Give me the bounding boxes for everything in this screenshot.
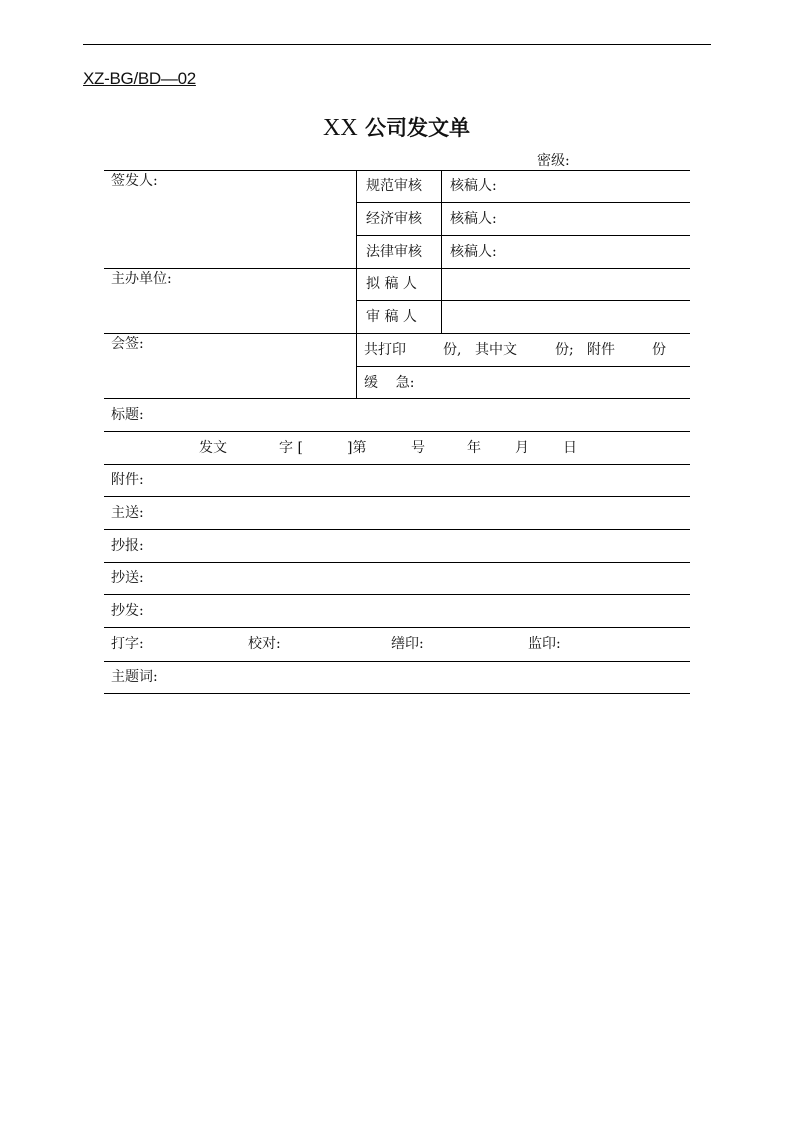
review-checker-label: 核稿人: bbox=[450, 178, 497, 194]
table-rule bbox=[356, 202, 690, 203]
review-checker-label: 核稿人: bbox=[450, 244, 497, 260]
print-label: 缮印: bbox=[391, 636, 424, 652]
review-checker-label: 核稿人: bbox=[450, 211, 497, 227]
doc-number-no: 号 bbox=[411, 440, 425, 456]
attachments-label: 附件: bbox=[111, 472, 144, 488]
header-rule bbox=[83, 44, 711, 45]
doc-number-char: 字 [ bbox=[279, 440, 303, 456]
table-rule bbox=[104, 627, 690, 628]
table-rule bbox=[104, 594, 690, 595]
host-unit-label: 主办单位: bbox=[111, 271, 172, 287]
table-rule bbox=[104, 431, 690, 432]
table-divider bbox=[356, 170, 357, 398]
table-rule bbox=[104, 268, 690, 269]
table-rule bbox=[104, 464, 690, 465]
subject-label: 标题: bbox=[111, 407, 144, 423]
table-divider bbox=[441, 170, 442, 333]
countersign-label: 会签: bbox=[111, 336, 144, 352]
secret-level-label: 密级: bbox=[537, 153, 570, 169]
copies-unit: 份, bbox=[443, 342, 462, 358]
title-text: 公司发文单 bbox=[364, 116, 470, 140]
copies-chinese-label: 其中文 bbox=[475, 342, 517, 358]
table-rule bbox=[104, 562, 690, 563]
table-rule bbox=[104, 333, 690, 334]
table-rule bbox=[104, 170, 690, 171]
main-recipient-label: 主送: bbox=[111, 505, 144, 521]
page-title bbox=[0, 112, 793, 142]
supervise-label: 监印: bbox=[528, 636, 561, 652]
doc-date-year: 年 bbox=[467, 440, 481, 456]
table-rule bbox=[356, 235, 690, 236]
doc-date-day: 日 bbox=[563, 440, 577, 456]
table-rule bbox=[356, 366, 690, 367]
typist-label: 打字: bbox=[111, 636, 144, 652]
document-code: XZ-BG/BD—02 bbox=[83, 69, 196, 88]
drafter-label: 拟 稿 人 bbox=[366, 276, 417, 292]
review-type: 经济审核 bbox=[366, 211, 422, 227]
table-rule bbox=[104, 496, 690, 497]
doc-number-issue: 发文 bbox=[199, 440, 227, 456]
send-copy-label: 抄送: bbox=[111, 570, 144, 586]
urgency-label: 缓 急: bbox=[364, 375, 415, 391]
keywords-label: 主题词: bbox=[111, 669, 158, 685]
copies-attachment-label: 附件 bbox=[587, 342, 615, 358]
table-rule bbox=[104, 529, 690, 530]
copies-unit: 份 bbox=[652, 342, 666, 358]
table-rule bbox=[104, 661, 690, 662]
review-type: 法律审核 bbox=[366, 244, 422, 260]
proofread-label: 校对: bbox=[248, 636, 281, 652]
review-type: 规范审核 bbox=[366, 178, 422, 194]
table-rule bbox=[356, 300, 690, 301]
doc-number-seq: ]第 bbox=[347, 440, 367, 456]
report-copy-label: 抄报: bbox=[111, 538, 144, 554]
copies-printed-label: 共打印 bbox=[364, 342, 406, 358]
table-rule bbox=[104, 398, 690, 399]
title-prefix: XX bbox=[323, 115, 358, 141]
issue-copy-label: 抄发: bbox=[111, 603, 144, 619]
issuer-label: 签发人: bbox=[111, 173, 158, 189]
copies-unit: 份; bbox=[555, 342, 574, 358]
table-rule bbox=[104, 693, 690, 694]
reviewer-label: 审 稿 人 bbox=[366, 309, 417, 325]
doc-date-month: 月 bbox=[515, 440, 529, 456]
